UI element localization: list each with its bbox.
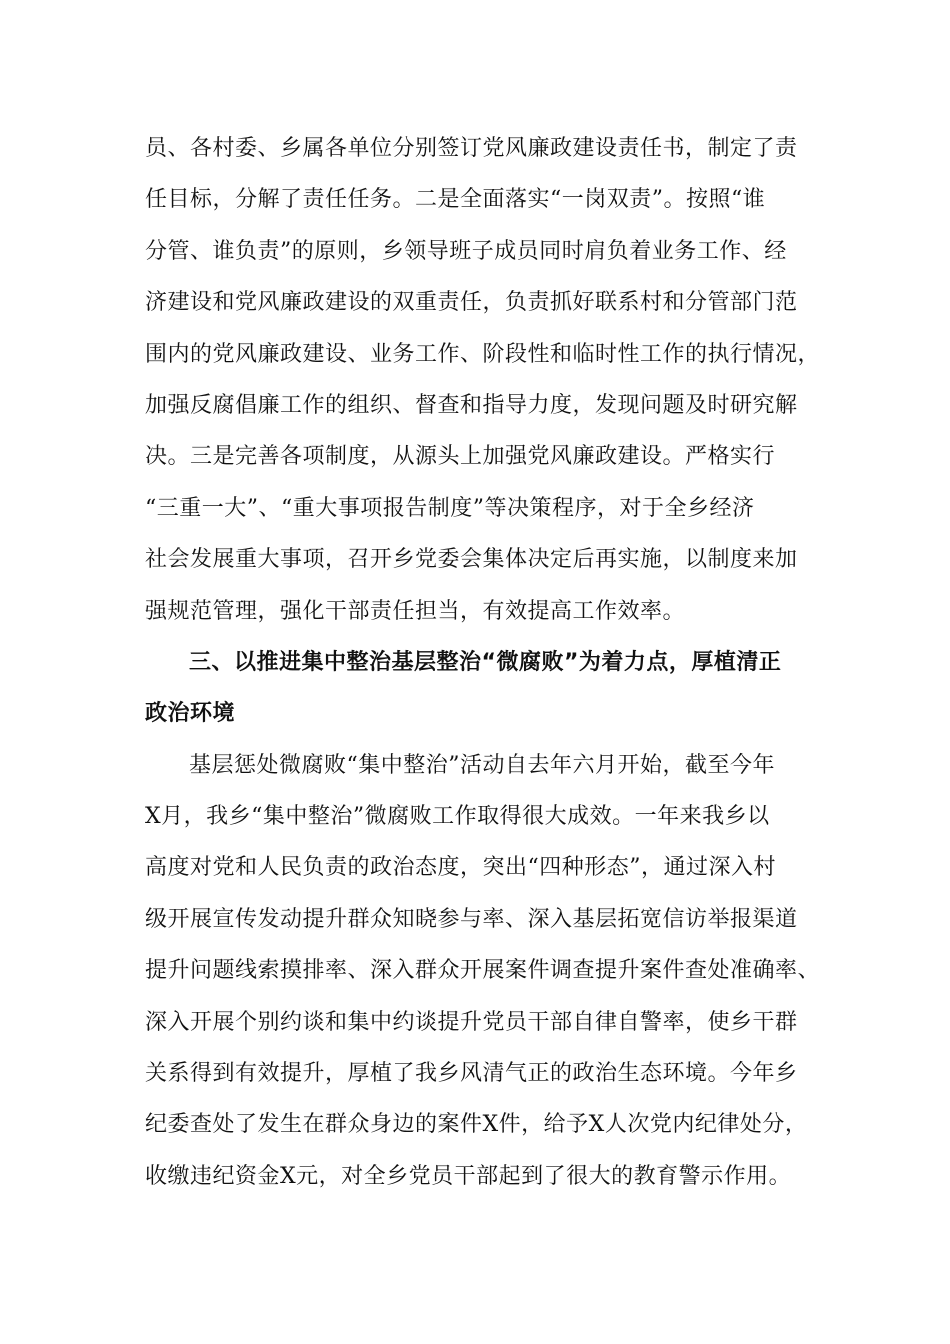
text-line: 济建设和党风廉政建设的双重责任，负责抓好联系村和分管部门范: [145, 290, 798, 316]
text-line: 关系得到有效提升，厚植了我乡风清气正的政治生态环境。今年乡: [145, 1061, 798, 1087]
paragraph-1: [145, 127, 821, 641]
text-line: 深入开展个别约谈和集中约谈提升党员干部自律自警率，使乡干群: [145, 1009, 798, 1035]
section-heading: [145, 641, 805, 744]
text-line: 员、各村委、乡属各单位分别签订党风廉政建设责任书，制定了责: [145, 136, 798, 161]
text-line: 提升问题线索摸排率、深入群众开展案件调查提升案件查处准确率、: [145, 958, 821, 984]
text-line: 围内的党风廉政建设、业务工作、阶段性和临时性工作的执行情况，: [145, 341, 821, 367]
text-line: 级开展宣传发动提升群众知晓参与率、深入基层拓宽信访举报渠道: [145, 906, 798, 932]
text-line: 收缴违纪资金X元，对全乡党员干部起到了很大的教育警示作用。: [145, 1163, 792, 1189]
paragraph-2: [145, 744, 821, 1207]
document-page: [145, 127, 821, 1206]
text-line: 任目标，分解了责任任务。二是全面落实“一岗双责”。按照“谁: [145, 187, 766, 213]
text-line: 分管、谁负责”的原则，乡领导班子成员同时肩负着业务工作、经: [145, 238, 787, 264]
heading-line: 三、以推进集中整治基层整治“微腐败”为着力点，厚植清正: [189, 649, 782, 675]
text-line: 加强反腐倡廉工作的组织、督查和指导力度，发现问题及时研究解: [145, 392, 798, 418]
heading-line: 政治环境: [145, 701, 236, 727]
text-line: 强规范管理，强化干部责任担当，有效提高工作效率。: [145, 598, 686, 624]
text-line: X月，我乡“集中整治”微腐败工作取得很大成效。一年来我乡以: [145, 804, 770, 830]
text-line: 决。三是完善各项制度，从源头上加强党风廉政建设。严格实行: [145, 444, 776, 470]
text-line: “三重一大”、“重大事项报告制度”等决策程序，对于全乡经济: [145, 495, 755, 521]
text-line: 高度对党和人民负责的政治态度，突出“四种形态”，通过深入村: [145, 855, 776, 881]
text-line: 社会发展重大事项，召开乡党委会集体决定后再实施，以制度来加: [145, 547, 798, 573]
text-line: 纪委查处了发生在群众身边的案件X件，给予X人次党内纪律处分，: [145, 1112, 808, 1138]
text-line: 基层惩处微腐败“集中整治”活动自去年六月开始，截至今年: [189, 752, 775, 778]
